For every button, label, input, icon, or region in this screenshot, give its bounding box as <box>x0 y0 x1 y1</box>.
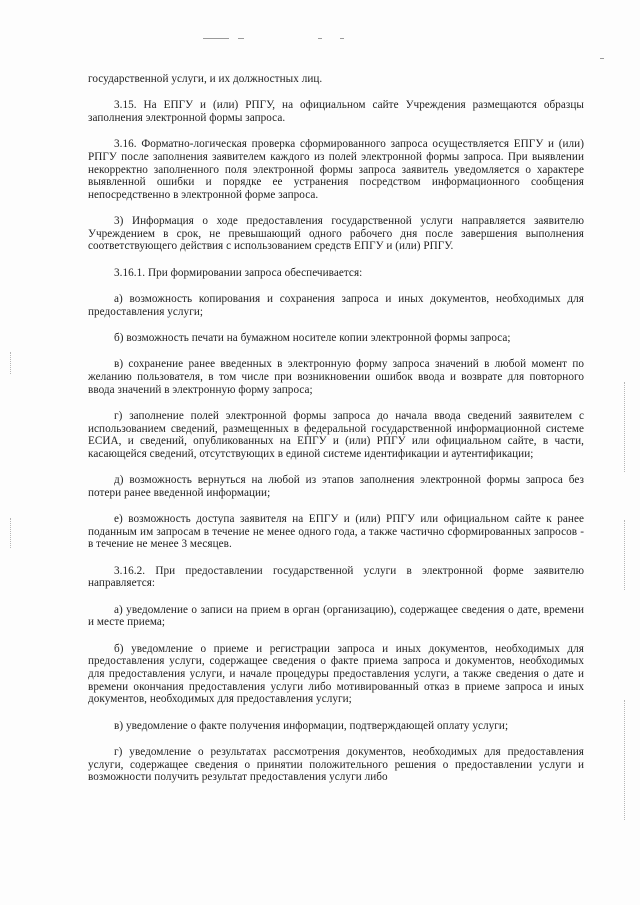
paragraph-notice-v: в) уведомление о факте получения информации, подтверждающей оплату услуги; <box>114 719 509 732</box>
paragraph-notice-a: а) уведомление о записи на прием в орган (организацию), содержащее сведения о дате, времени и месте приема; <box>88 603 584 629</box>
paragraph-notice-g: г) уведомление о результатах рассмотрения документов, необходимых для предоставления услуги, содержащее сведения о принятии положительного решения о предоставлении услуги и возможности получить результат предоставления услуги либо <box>88 745 584 784</box>
paragraph-item-g: г) заполнение полей электронной формы запроса до начала ввода сведений заявителем с использованием сведений, размещенных в федеральной государственной информационной системе ЕСИА, и сведений, опубликованных на ЕПГУ и (или) РПГУ или официальном сайте, в части, касающейся сведений, отсутствующих в единой системе идентификации и аутентификации; <box>88 410 584 460</box>
scan-artifact-right-edge <box>624 520 625 590</box>
scan-artifact-top <box>340 38 344 39</box>
paragraph-item-3: 3) Информация о ходе предоставления государственной услуги направляется заявителю Учреждением в срок, не превышающий одного рабочего дня после завершения выполнения соответствующего действия с использованием средств ЕПГУ и (или) РПГУ. <box>88 215 584 253</box>
paragraph-item-a: а) возможность копирования и сохранения запроса и иных документов, необходимых для предоставления услуги; <box>88 293 584 318</box>
document-body <box>88 73 584 798</box>
paragraph-3-15: 3.15. На ЕПГУ и (или) РПГУ, на официальном сайте Учреждения размещаются образцы заполнения электронной формы запроса. <box>88 99 584 124</box>
paragraph-item-b: б) возможность печати на бумажном носителе копии электронной формы запроса; <box>114 332 511 345</box>
paragraph-item-d: д) возможность вернуться на любой из этапов заполнения электронной формы запроса без потери ранее введенной информации; <box>88 474 584 499</box>
scan-artifact-top <box>318 38 322 39</box>
paragraph-3-16-2: 3.16.2. При предоставлении государственной услуги в электронной форме заявителю направляется: <box>88 564 584 590</box>
scan-artifact-right-edge <box>624 382 625 472</box>
paragraph-3-16: 3.16. Форматно-логическая проверка сформированного запроса осуществляется ЕПГУ и (или) РПГУ после заполнения заявителем каждого из полей электронной формы запроса. При выявлении некорректно заполненного поля электронной формы запроса заявитель уведомляется о характере выявленной ошибки и порядке ее устранения посредством информационного сообщения непосредственно в электронной форме запроса. <box>88 138 584 201</box>
paragraph-continuation: государственной услуги, и их должностных лиц. <box>88 73 323 85</box>
paragraph-item-e: е) возможность доступа заявителя на ЕПГУ и (или) РПГУ или официальном сайте к ранее поданным им запросам в течение не менее одного года, а также частично сформированных запросов - в течение не менее 3 месяцев. <box>88 513 584 551</box>
paragraph-item-v: в) сохранение ранее введенных в электронную форму запроса значений в любой момент по желанию пользователя, в том числе при возникновении ошибок ввода и возврате для повторного ввода значений в электронную форму запроса; <box>88 358 584 396</box>
paragraph-3-16-1: 3.16.1. При формировании запроса обеспечивается: <box>114 266 363 279</box>
scan-artifact-left-edge <box>10 518 11 548</box>
scan-artifact-right-edge <box>624 700 625 820</box>
scan-artifact-top <box>203 38 229 39</box>
scan-artifact-top <box>238 38 244 39</box>
scan-artifact-top <box>600 58 604 59</box>
paragraph-notice-b: б) уведомление о приеме и регистрации запроса и иных документов, необходимых для предоставления услуги, содержащее сведения о факте приема запроса и документов, необходимых для предоставления услуги, и начале процедуры предоставления услуги, а также сведения о дате и времени окончания предоставления услуги либо мотивированный отказ в приеме запроса и иных документов, необходимых для предоставления услуги; <box>88 642 584 706</box>
scan-artifact-left-edge <box>10 352 11 374</box>
